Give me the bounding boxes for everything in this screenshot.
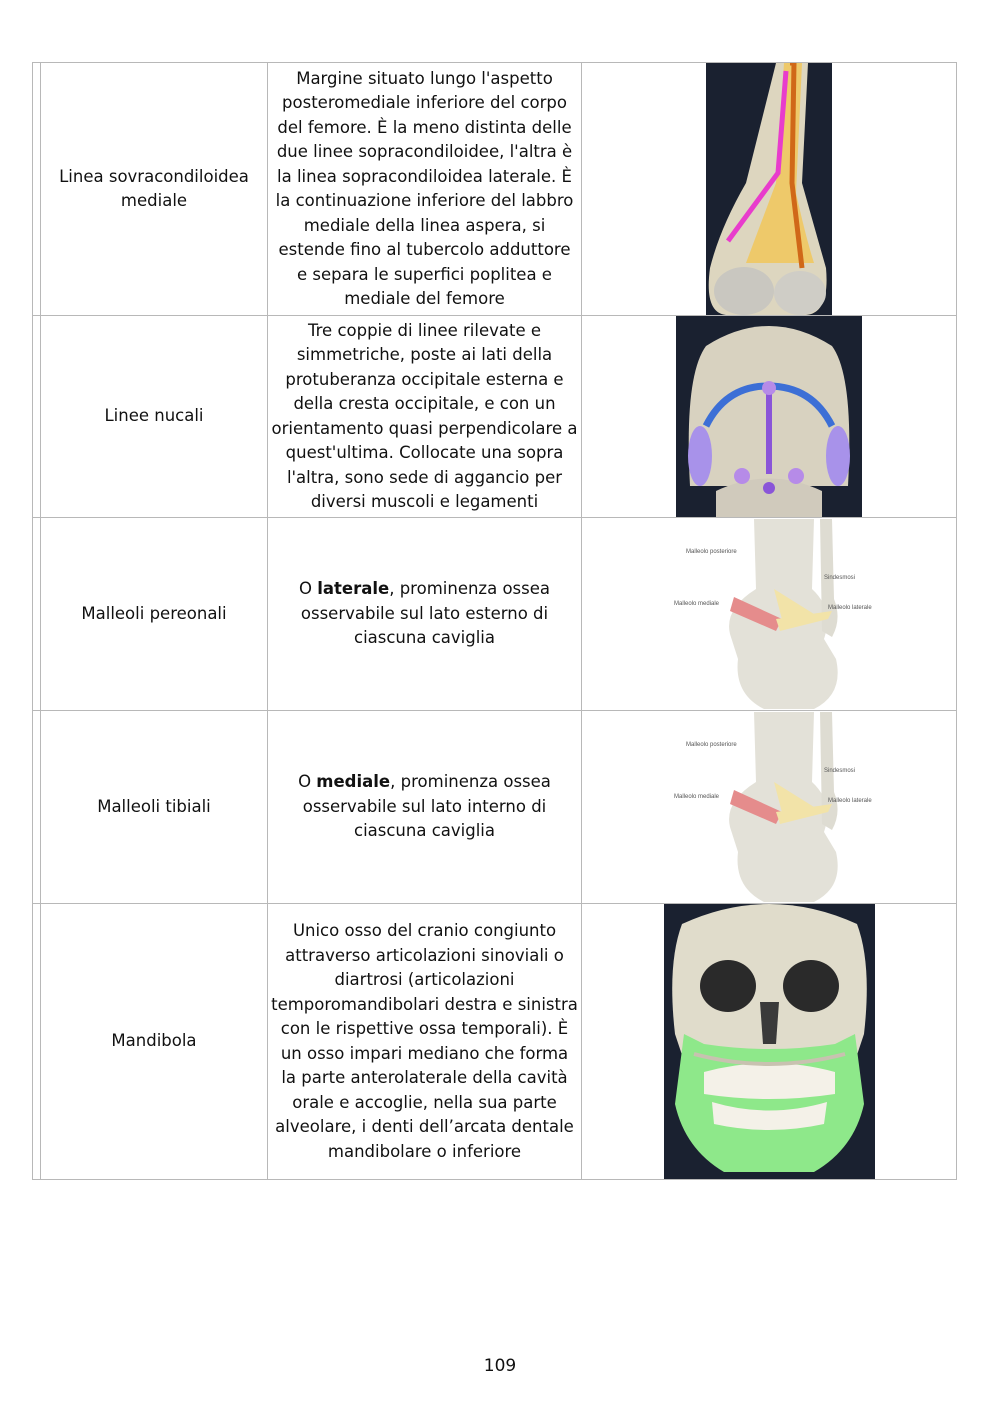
skull-anterior-illustration bbox=[664, 904, 875, 1179]
label-sindesmosi: Sindesmosi bbox=[824, 768, 856, 774]
row-gutter bbox=[33, 904, 41, 1180]
term-cell: Mandibola bbox=[41, 904, 268, 1180]
row-gutter bbox=[33, 711, 41, 904]
term-cell: Linea sovracondiloidea mediale bbox=[41, 63, 268, 316]
label-malleolo-mediale: Malleolo mediale bbox=[674, 601, 720, 607]
image-cell bbox=[582, 63, 957, 316]
anatomy-table bbox=[32, 62, 957, 1180]
table-row bbox=[33, 518, 957, 711]
row-gutter bbox=[33, 316, 41, 518]
page-number: 109 bbox=[483, 1356, 517, 1376]
femur-illustration bbox=[706, 63, 832, 315]
description-cell: Tre coppie di linee rilevate e simmetriche, poste ai lati della protuberanza occipitale esterna e della cresta occipitale, e con un orientamento quasi perpendicolare a quest'ultima. Collocate una sopra l'altra, sono sede di aggancio per diversi muscoli e legamenti bbox=[268, 316, 582, 518]
row-gutter bbox=[33, 63, 41, 316]
description-cell: O mediale, prominenza ossea osservabile sul lato interno di ciascuna caviglia bbox=[268, 711, 582, 904]
term-cell: Malleoli tibiali bbox=[41, 711, 268, 904]
label-malleolo-laterale: Malleolo laterale bbox=[828, 605, 872, 611]
label-sindesmosi: Sindesmosi bbox=[824, 575, 856, 581]
ankle-illustration bbox=[664, 519, 874, 709]
description-cell: Unico osso del cranio congiunto attraverso articolazioni sinoviali o diartrosi (articolazioni temporomandibolari destra e sinistra con le rispettive ossa temporali). È un osso impari mediano che forma la parte anterolaterale della cavità orale e accoglie, nella sua parte alveolare, i denti dell’arcata dentale mandibolare o inferiore bbox=[268, 904, 582, 1180]
table-row bbox=[33, 63, 957, 316]
image-cell bbox=[582, 316, 957, 518]
image-cell bbox=[582, 711, 957, 904]
label-malleolo-laterale: Malleolo laterale bbox=[828, 798, 872, 804]
image-cell bbox=[582, 518, 957, 711]
description-cell: O laterale, prominenza ossea osservabile sul lato esterno di ciascuna caviglia bbox=[268, 518, 582, 711]
table-row bbox=[33, 711, 957, 904]
term-cell: Malleoli pereonali bbox=[41, 518, 268, 711]
skull-posterior-illustration bbox=[676, 316, 862, 517]
description-cell: Margine situato lungo l'aspetto posteromediale inferiore del corpo del femore. È la meno distinta delle due linee sopracondiloidee, l'altra è la linea sopracondiloidea laterale. È la continuazione inferiore del labbro mediale della linea aspera, si estende fino al tubercolo adduttore e separa le superfici poplitea e mediale del femore bbox=[268, 63, 582, 316]
label-malleolo-posteriore: Malleolo posteriore bbox=[686, 742, 737, 748]
ankle-illustration bbox=[664, 712, 874, 902]
term-cell: Linee nucali bbox=[41, 316, 268, 518]
image-cell bbox=[582, 904, 957, 1180]
table-row bbox=[33, 316, 957, 518]
row-gutter bbox=[33, 518, 41, 711]
table-row bbox=[33, 904, 957, 1180]
label-malleolo-mediale: Malleolo mediale bbox=[674, 794, 720, 800]
label-malleolo-posteriore: Malleolo posteriore bbox=[686, 549, 737, 555]
